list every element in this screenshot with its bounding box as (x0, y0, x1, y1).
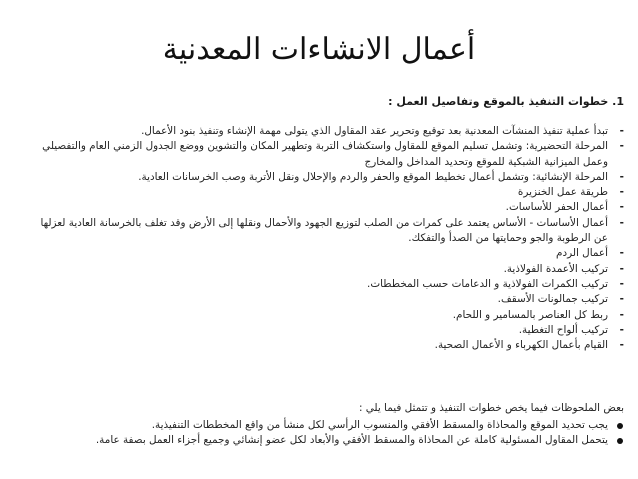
bullet-icon (617, 423, 623, 429)
step-text: تركيب الأعمدة الفولاذية. (503, 262, 608, 275)
step-text: القيام بأعمال الكهرباء و الأعمال الصحية. (434, 339, 608, 352)
step-text: طريقة عمل الخنزيرة (517, 186, 608, 199)
note-item (24, 433, 624, 448)
dash-marker: - (619, 308, 624, 321)
step-item (38, 170, 624, 185)
notes-list (24, 418, 624, 449)
page-title: أعمال الانشاءات المعدنية (162, 32, 476, 67)
step-item (38, 277, 624, 292)
step-text: تبدأ عملية تنفيذ المنشآت المعدنية بعد توقيع وتحرير عقد المقاول الذي يتولى مهمة الإنشاء وتنفيذ بنود الأعمال. (141, 125, 608, 137)
dash-marker: - (619, 186, 624, 199)
step-text: أعمال الأساسات - الأساس يعتمد على كمرات من الصلب لتوزيع الجهود والأحمال ونقلها إلى الأرض وقد تغلف بالخرسانة العادية لعزلها عن الرطوبة والجو وحمايتها من الصدأ والتفكك. (40, 216, 608, 245)
dash-marker: - (619, 262, 624, 275)
step-item (38, 216, 624, 247)
step-item (38, 200, 624, 215)
dash-marker: - (619, 247, 624, 260)
step-item (38, 262, 624, 277)
step-text: تركيب جمالونات الأسقف. (497, 293, 608, 306)
note-text: يجب تحديد الموقع والمحاذاة والمسقط الأفقي والمنسوب الرأسي لكل منشأ من واقع المخططات التنفيذية. (151, 419, 608, 431)
dash-marker: - (619, 125, 624, 137)
bullet-icon (617, 438, 623, 444)
step-item (38, 338, 624, 353)
step-item (38, 124, 624, 139)
step-item (38, 246, 624, 261)
section-heading: 1. خطوات التنفيذ بالموقع وتفاصيل العمل : (388, 95, 624, 108)
steps-list (38, 124, 624, 353)
step-item (38, 323, 624, 338)
step-text: أعمال الحفر للأساسات. (505, 201, 608, 214)
dash-marker: - (619, 140, 624, 153)
step-item (38, 292, 624, 307)
dash-marker: - (619, 216, 624, 229)
step-text: المرحلة الإنشائية: وتشمل أعمال تخطيط الموقع والحفر والردم والإحلال ونقل الأتربة وصب الخرسانات العادية. (138, 170, 608, 183)
notes-intro: بعض الملحوظات فيما يخص خطوات التنفيذ و تتمثل فيما يلي : (358, 402, 624, 414)
dash-marker: - (619, 201, 624, 214)
note-text: يتحمل المقاول المسئولية كاملة عن المحاذاة والمسقط الأفقي والأبعاد لكل عضو إنشائي وجميع أجزاء العمل بصفة عامة. (95, 434, 608, 447)
dash-marker: - (619, 277, 624, 290)
step-text: تركيب الكمرات الفولاذية و الدعامات حسب المخططات. (367, 277, 608, 290)
step-item (38, 185, 624, 200)
note-item (24, 418, 624, 433)
dash-marker: - (619, 170, 624, 183)
step-item (38, 139, 624, 170)
dash-marker: - (619, 323, 624, 336)
step-text: تركيب ألواح التغطية. (518, 323, 608, 336)
dash-marker: - (619, 339, 624, 352)
dash-marker: - (619, 293, 624, 306)
step-text: ربط كل العناصر بالمسامير و اللحام. (452, 308, 608, 321)
step-text: أعمال الردم (556, 247, 608, 260)
step-item (38, 308, 624, 323)
step-text: المرحلة التحضيرية: وتشمل تسليم الموقع للمقاول واستكشاف التربة وتطهير المكان والتشوين ووضع الجدول الزمني العام والتفصيلي وعمل الميزانية الشبكية للموقع وتحديد المداخل والمخارج (42, 140, 608, 168)
